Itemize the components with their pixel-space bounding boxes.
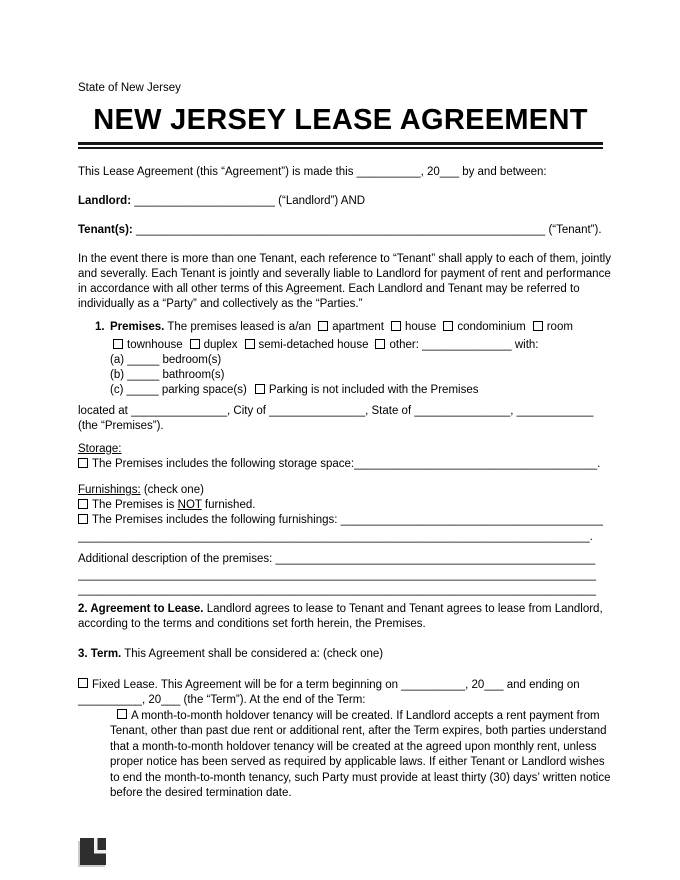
furnishings-heading: Furnishings: xyxy=(78,484,141,496)
located-at-block xyxy=(78,404,622,434)
checkbox-not-furnished[interactable] xyxy=(78,499,88,509)
located-at-line: located at _______________, City of _______________, State of _______________, ____________ xyxy=(78,405,594,417)
premises-lead: The premises leased is a/an xyxy=(167,321,312,333)
landlord-label: Landlord: xyxy=(78,195,132,207)
checkbox-holdover[interactable] xyxy=(117,709,127,719)
checkbox-furnished[interactable] xyxy=(78,514,88,524)
option-label-condominium: condominium xyxy=(457,321,526,333)
option-label-house: house xyxy=(404,321,437,333)
checkbox-condominium[interactable] xyxy=(443,321,453,331)
joint-tenancy-paragraph: In the event there is more than one Tenant, each reference to “Tenant” shall apply to each of them, jointly and severally. Each Tenant is jointly and severally liable to Landlord for payment of rent and performance in accordance with all other terms of this Agreement. Each Landlord and Tenant may be referred to individually as a “Party” and collectively as the “Parties.” xyxy=(78,253,611,310)
checkbox-room[interactable] xyxy=(533,321,543,331)
additional-blank-1[interactable]: __________________________________________________ xyxy=(275,553,596,565)
premises-type-row2 xyxy=(113,338,622,353)
parking-line: (c) _____ parking space(s) Parking is not included with the Premises xyxy=(110,384,479,396)
other-blank[interactable]: ______________ xyxy=(422,339,512,351)
premises-defined-line: (the “Premises”). xyxy=(78,420,164,432)
checkbox-semi-detached[interactable] xyxy=(245,339,255,349)
legal-templates-logo xyxy=(78,838,108,868)
page-title: NEW JERSEY LEASE AGREEMENT xyxy=(93,104,588,136)
premises-number: 1. xyxy=(95,321,105,333)
checkbox-townhouse[interactable] xyxy=(113,339,123,349)
storage-option-line: The Premises includes the following storage space:______________________________________. xyxy=(78,457,622,472)
furnishings-blank[interactable]: _________________________________________ xyxy=(340,514,603,526)
option-label-semi-detached: semi-detached house xyxy=(258,339,369,351)
bathrooms-blank[interactable]: _____ xyxy=(127,369,160,381)
option-label-room: room xyxy=(546,321,573,333)
bedrooms-line: (a) _____ bedroom(s) xyxy=(110,354,222,366)
checkbox-fixed-lease[interactable] xyxy=(78,678,88,688)
tenant-line xyxy=(78,223,622,238)
additional-blank-line-2[interactable]: _________________________________________________________________________________ xyxy=(78,568,597,581)
landlord-blank[interactable]: ______________________ xyxy=(134,195,275,207)
furnished-line: The Premises includes the following furnishings: _________________________________________ xyxy=(78,513,622,528)
option-label-other: other: xyxy=(389,339,419,351)
state-label: State of New Jersey xyxy=(78,82,181,94)
option-label-duplex: duplex xyxy=(203,339,238,351)
premises-heading: Premises. xyxy=(110,321,165,333)
fixed-lease-paragraph: Fixed Lease. This Agreement will be for a term beginning on __________, 20___ and ending on __________, 20___ (the “Term”). At the end of the Term: xyxy=(78,678,580,706)
additional-description-line: Additional description of the premises: __________________________________________________ xyxy=(78,553,596,565)
storage-blank[interactable]: ______________________________________ xyxy=(354,458,598,470)
furnishings-block xyxy=(78,483,622,545)
checkbox-storage[interactable] xyxy=(78,458,88,468)
checkbox-no-parking[interactable] xyxy=(255,384,265,394)
term-paragraph: 3. Term. This Agreement shall be considered a: (check one) xyxy=(78,647,384,660)
landlord-tail: (“Landlord”) AND xyxy=(278,195,366,207)
tenant-tail: (“Tenant”). xyxy=(548,224,602,236)
option-label-townhouse: townhouse xyxy=(127,339,183,351)
premises-type-row1 xyxy=(110,320,622,335)
additional-description-block xyxy=(78,552,622,599)
legal-templates-logo-icon xyxy=(78,838,108,868)
checkbox-other[interactable] xyxy=(375,339,385,349)
checkbox-apartment[interactable] xyxy=(318,321,328,331)
holdover-paragraph: A month-to-month holdover tenancy will be created. If Landlord accepts a rent payment from Tenant, other than past due rent or additional rent, after the Term expires, both parties understand that a month-to-month holdover tenancy will be created at the agreed upon monthly rent, unless proper notice has been served as required by applicable laws. If either Tenant or Landlord wishes to end the month-to-month tenancy, such Party must provide at least thirty (30) days’ written notice before the desired termination date. xyxy=(110,709,611,799)
storage-heading: Storage: xyxy=(78,443,122,455)
storage-block xyxy=(78,442,622,472)
not-word: NOT xyxy=(177,499,202,511)
bedrooms-blank[interactable]: _____ xyxy=(127,354,160,366)
intro-line: This Lease Agreement (this “Agreement”) is made this __________, 20___ by and between: xyxy=(78,166,547,178)
title-divider xyxy=(78,142,603,149)
bathrooms-line: (b) _____ bathroom(s) xyxy=(110,369,225,381)
option-label-apartment: apartment xyxy=(332,321,384,333)
tenant-blank[interactable]: ________________________________________________________________ xyxy=(135,224,546,236)
furnishings-continuation-line: ________________________________________________________________________________. xyxy=(78,531,593,543)
checkbox-duplex[interactable] xyxy=(190,339,200,349)
no-parking-label: Parking is not included with the Premises xyxy=(268,384,479,396)
agreement-heading: 2. Agreement to Lease. xyxy=(78,602,204,615)
tenant-label: Tenant(s): xyxy=(78,224,133,236)
parking-blank[interactable]: _____ xyxy=(126,384,159,396)
furnishings-blank-2[interactable]: ________________________________________________________________________________ xyxy=(78,531,590,543)
checkbox-house[interactable] xyxy=(391,321,401,331)
not-furnished-line: The Premises is NOT furnished. xyxy=(78,498,622,513)
premises-section xyxy=(78,320,622,398)
landlord-line xyxy=(78,194,622,209)
with-label: with: xyxy=(514,339,539,351)
term-heading: 3. Term. xyxy=(78,647,122,660)
additional-blank-line-3[interactable]: _________________________________________________________________________________ xyxy=(78,584,597,596)
agreement-to-lease-paragraph: 2. Agreement to Lease. Landlord agrees to lease to Tenant and Tenant agrees to lease from Landlord, according to the terms and conditions set forth herein, the Premises. xyxy=(78,602,603,630)
furnishings-note: (check one) xyxy=(143,484,204,496)
